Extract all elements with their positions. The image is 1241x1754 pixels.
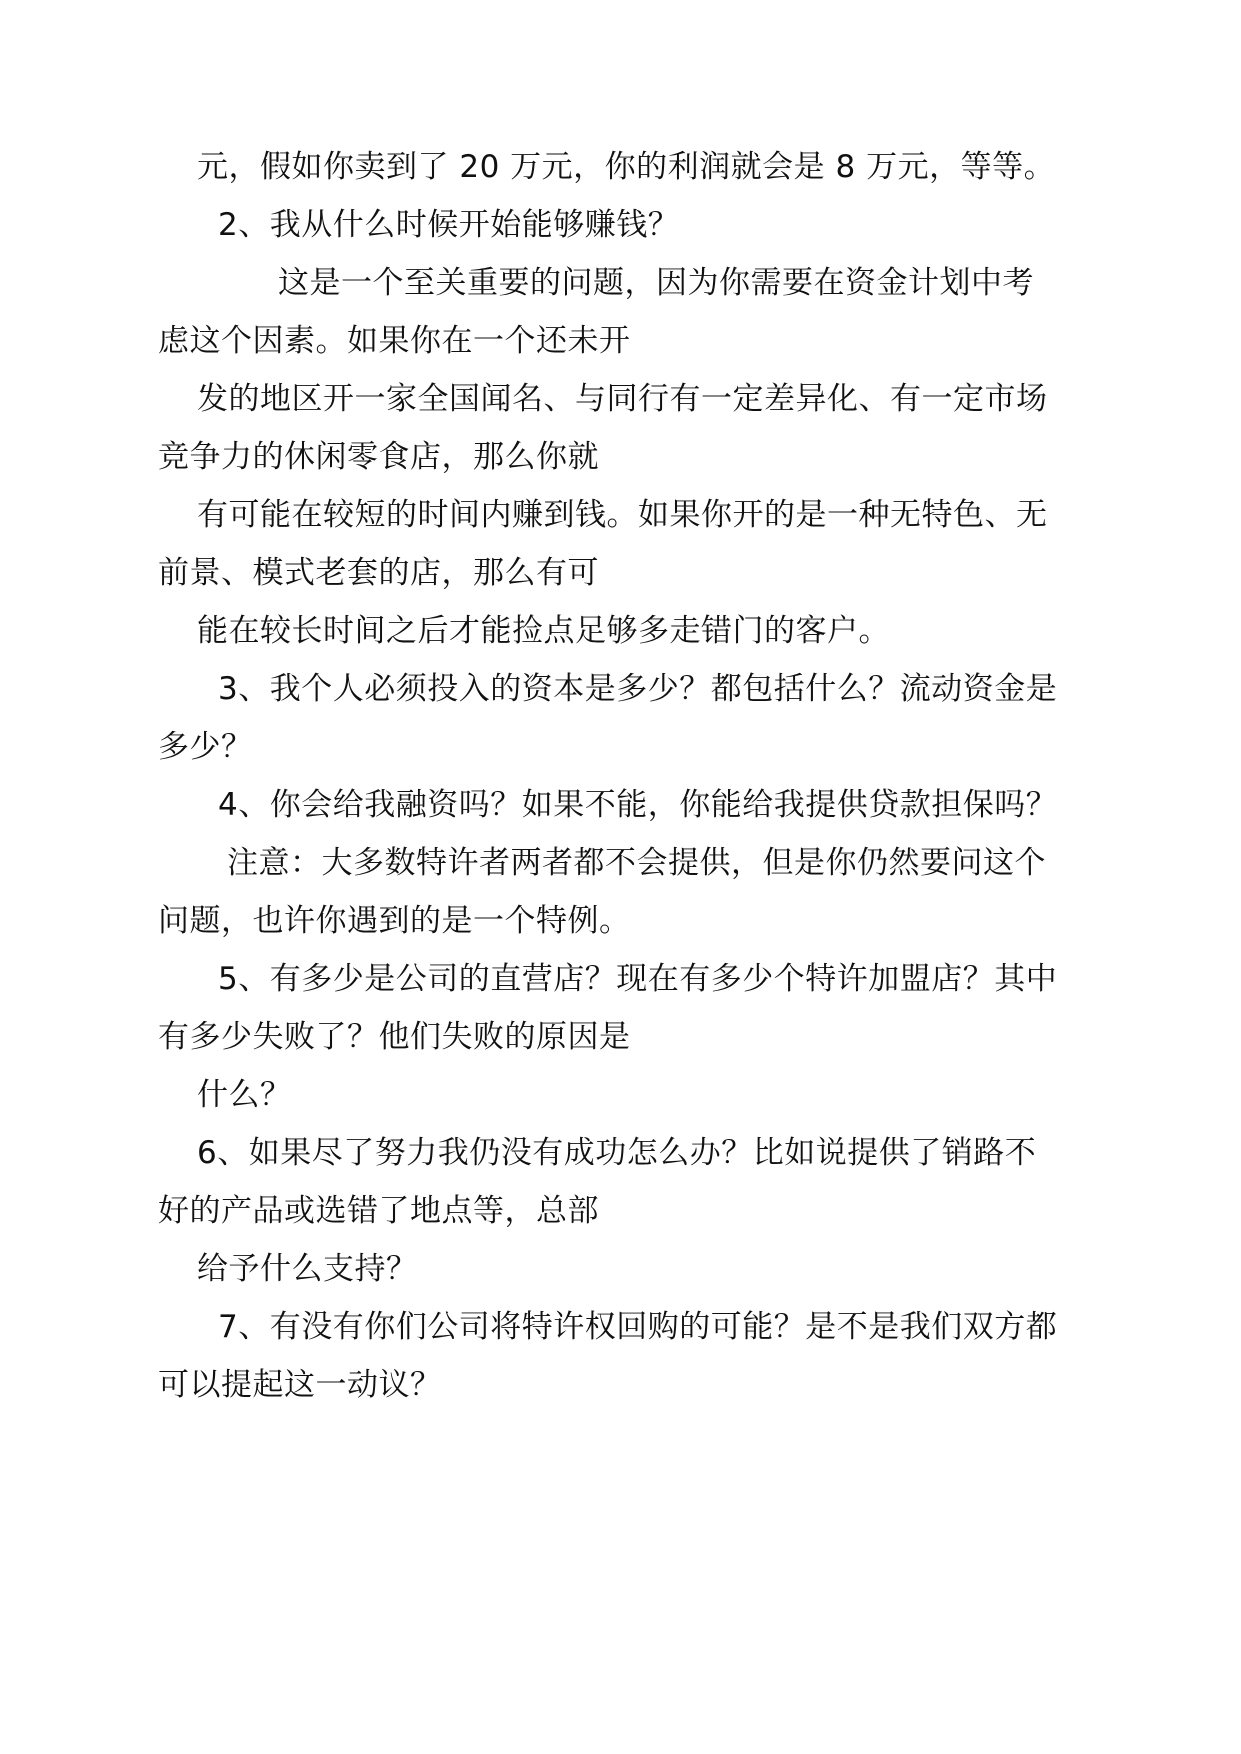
text-line: 竞争力的休闲零食店，那么你就: [158, 439, 599, 475]
text-line: 有可能在较短的时间内赚到钱。如果你开的是一种无特色、无: [197, 497, 1048, 533]
question-heading: 3、我个人必须投入的资本是多少？都包括什么？流动资金是: [218, 671, 1058, 707]
text-line: 好的产品或选错了地点等，总部: [158, 1193, 599, 1229]
text-line: 这是一个至关重要的问题，因为你需要在资金计划中考: [278, 265, 1034, 301]
text-line: 给予什么支持？: [197, 1251, 418, 1287]
question-heading: 7、有没有你们公司将特许权回购的可能？是不是我们双方都: [218, 1309, 1058, 1345]
text-line: 什么？: [197, 1077, 292, 1113]
text-line: 多少？: [158, 729, 253, 765]
text-line: 问题，也许你遇到的是一个特例。: [158, 903, 631, 939]
text-line: 前景、模式老套的店，那么有可: [158, 555, 599, 591]
text-line: 元，假如你卖到了 20 万元，你的利润就会是 8 万元，等等。: [197, 149, 1056, 185]
question-heading: 4、你会给我融资吗？如果不能，你能给我提供贷款担保吗？: [218, 787, 1058, 823]
question-heading: 5、有多少是公司的直营店？现在有多少个特许加盟店？其中: [218, 961, 1058, 997]
question-heading: 6、如果尽了努力我仍没有成功怎么办？比如说提供了销路不: [197, 1135, 1037, 1171]
text-line: 虑这个因素。如果你在一个还未开: [158, 323, 631, 359]
text-line: 能在较长时间之后才能捡点足够多走错门的客户。: [197, 613, 890, 649]
text-line: 可以提起这一动议？: [158, 1367, 442, 1403]
text-line: 发的地区开一家全国闻名、与同行有一定差异化、有一定市场: [197, 381, 1048, 417]
question-heading: 2、我从什么时候开始能够赚钱？: [218, 207, 680, 243]
note-line: 注意：大多数特许者两者都不会提供，但是你仍然要问这个: [227, 845, 1046, 881]
text-line: 有多少失败了？他们失败的原因是: [158, 1019, 631, 1055]
